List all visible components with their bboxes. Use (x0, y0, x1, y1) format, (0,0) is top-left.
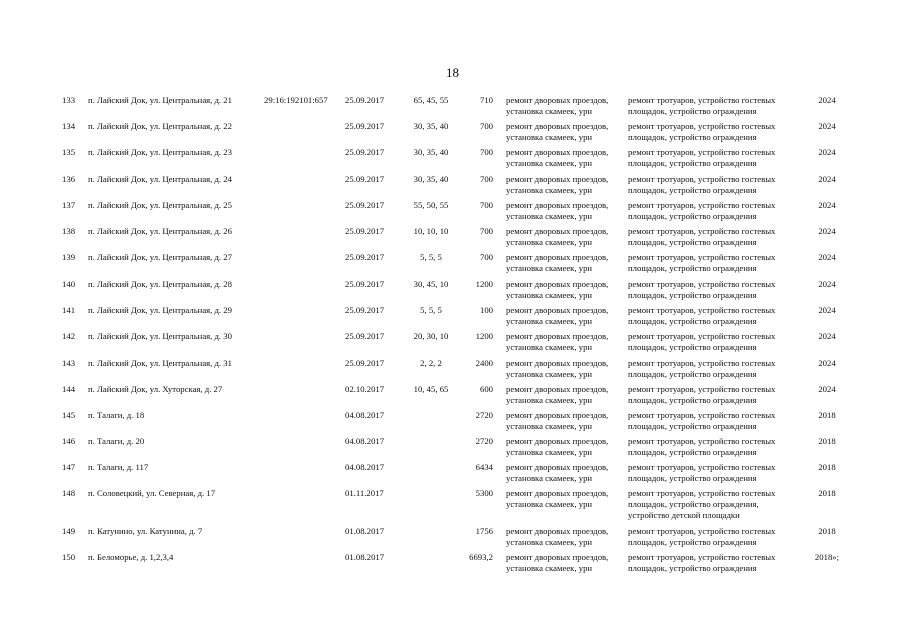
date: 25.09.2017 (345, 174, 385, 184)
walkway-works (628, 488, 803, 521)
date: 04.08.2017 (345, 462, 385, 472)
date: 25.09.2017 (345, 358, 385, 368)
area: 710 (479, 95, 493, 105)
dimensions: 30, 35, 40 (413, 174, 449, 184)
year: 2024 (818, 226, 836, 236)
area: 2720 (475, 410, 493, 420)
walkway-works-line: ремонт тротуаров, устройство гостевых (628, 526, 776, 536)
dimensions: 20, 30, 10 (413, 331, 449, 341)
walkway-works-line: площадок, устройство ограждения, (628, 499, 759, 509)
year: 2024 (818, 174, 836, 184)
date: 01.08.2017 (345, 552, 385, 562)
dimensions: 55, 50, 55 (413, 200, 449, 210)
yard-works (506, 488, 626, 510)
walkway-works-line: площадок, устройство ограждения (628, 290, 757, 300)
row-number: 138 (62, 226, 76, 236)
yard-works-line: ремонт дворовых проездов, (506, 436, 609, 446)
row-number: 133 (62, 95, 76, 105)
yard-works-line: ремонт дворовых проездов, (506, 384, 609, 394)
yard-works-line: ремонт дворовых проездов, (506, 226, 609, 236)
address: п. Катунино, ул. Катунина, д. 7 (88, 526, 203, 536)
year: 2024 (818, 121, 836, 131)
yard-works-line: ремонт дворовых проездов, (506, 410, 609, 420)
walkway-works-line: площадок, устройство ограждения (628, 158, 757, 168)
year: 2018 (818, 488, 836, 498)
yard-works (506, 200, 626, 222)
year: 2018 (818, 410, 836, 420)
walkway-works (628, 552, 803, 574)
yard-works-line: установка скамеек, урн (506, 447, 593, 457)
walkway-works-line: ремонт тротуаров, устройство гостевых (628, 358, 776, 368)
year: 2018 (818, 526, 836, 536)
address: п. Лайский Док, ул. Центральная, д. 27 (88, 252, 232, 262)
yard-works (506, 462, 626, 484)
date: 25.09.2017 (345, 121, 385, 131)
yard-works-line: установка скамеек, урн (506, 158, 593, 168)
year: 2018 (818, 462, 836, 472)
walkway-works (628, 95, 803, 117)
yard-works-line: ремонт дворовых проездов, (506, 358, 609, 368)
dimensions: 30, 45, 10 (413, 279, 449, 289)
address: п. Лайский Док, ул. Центральная, д. 30 (88, 331, 232, 341)
row-number: 143 (62, 358, 76, 368)
walkway-works-line: площадок, устройство ограждения (628, 563, 757, 573)
year: 2018»; (814, 552, 840, 562)
row-number: 150 (62, 552, 76, 562)
address: п. Лайский Док, ул. Центральная, д. 29 (88, 305, 232, 315)
yard-works-line: установка скамеек, урн (506, 290, 593, 300)
walkway-works-line: ремонт тротуаров, устройство гостевых (628, 252, 776, 262)
walkway-works (628, 305, 803, 327)
yard-works-line: ремонт дворовых проездов, (506, 462, 609, 472)
row-number: 137 (62, 200, 76, 210)
row-number: 136 (62, 174, 76, 184)
yard-works-line: установка скамеек, урн (506, 316, 593, 326)
area: 2720 (475, 436, 493, 446)
area: 6434 (475, 462, 493, 472)
walkway-works-line: площадок, устройство ограждения (628, 369, 757, 379)
row-number: 139 (62, 252, 76, 262)
yard-works (506, 147, 626, 169)
yard-works (506, 410, 626, 432)
row-number: 144 (62, 384, 76, 394)
walkway-works-line: площадок, устройство ограждения (628, 342, 757, 352)
walkway-works (628, 384, 803, 406)
walkway-works (628, 279, 803, 301)
walkway-works-line: площадок, устройство ограждения (628, 237, 757, 247)
row-number: 146 (62, 436, 76, 446)
yard-works-line: ремонт дворовых проездов, (506, 121, 609, 131)
row-number: 147 (62, 462, 76, 472)
date: 25.09.2017 (345, 252, 385, 262)
dimensions: 10, 45, 65 (413, 384, 449, 394)
walkway-works-line: площадок, устройство ограждения (628, 537, 757, 547)
row-number: 148 (62, 488, 76, 498)
yard-works-line: установка скамеек, урн (506, 395, 593, 405)
yard-works (506, 305, 626, 327)
walkway-works-line: площадок, устройство ограждения (628, 316, 757, 326)
yard-works-line: установка скамеек, урн (506, 185, 593, 195)
yard-works (506, 121, 626, 143)
yard-works-line: установка скамеек, урн (506, 263, 593, 273)
yard-works (506, 526, 626, 548)
walkway-works-line: площадок, устройство ограждения (628, 473, 757, 483)
area: 1200 (475, 331, 493, 341)
yard-works (506, 552, 626, 574)
walkway-works-line: ремонт тротуаров, устройство гостевых (628, 384, 776, 394)
area: 1756 (475, 526, 493, 536)
year: 2024 (818, 147, 836, 157)
address: п. Талаги, д. 117 (88, 462, 149, 472)
yard-works (506, 252, 626, 274)
area: 100 (479, 305, 493, 315)
yard-works-line: установка скамеек, урн (506, 537, 593, 547)
yard-works-line: ремонт дворовых проездов, (506, 252, 609, 262)
area: 600 (479, 384, 493, 394)
yard-works-line: установка скамеек, урн (506, 563, 593, 573)
row-number: 149 (62, 526, 76, 536)
walkway-works-line: ремонт тротуаров, устройство гостевых (628, 226, 776, 236)
walkway-works-line: ремонт тротуаров, устройство гостевых (628, 410, 776, 420)
walkway-works (628, 410, 803, 432)
yard-works (506, 95, 626, 117)
date: 25.09.2017 (345, 95, 385, 105)
dimensions: 30, 35, 40 (413, 121, 449, 131)
walkway-works-line: ремонт тротуаров, устройство гостевых (628, 488, 776, 498)
row-number: 134 (62, 121, 76, 131)
register-table (0, 95, 905, 640)
walkway-works-line: ремонт тротуаров, устройство гостевых (628, 552, 776, 562)
page-number: 18 (446, 65, 459, 80)
dimensions: 30, 35, 40 (413, 147, 449, 157)
walkway-works-line: площадок, устройство ограждения (628, 421, 757, 431)
area: 700 (479, 121, 493, 131)
yard-works (506, 279, 626, 301)
yard-works-line: ремонт дворовых проездов, (506, 488, 609, 498)
walkway-works (628, 358, 803, 380)
yard-works-line: ремонт дворовых проездов, (506, 147, 609, 157)
row-number: 142 (62, 331, 76, 341)
walkway-works-line: площадок, устройство ограждения (628, 263, 757, 273)
dimensions: 2, 2, 2 (420, 358, 442, 368)
walkway-works (628, 331, 803, 353)
walkway-works-line: ремонт тротуаров, устройство гостевых (628, 462, 776, 472)
address: п. Лайский Док, ул. Центральная, д. 22 (88, 121, 232, 131)
dimensions: 65, 45, 55 (413, 95, 449, 105)
date: 25.09.2017 (345, 200, 385, 210)
year: 2024 (818, 252, 836, 262)
area: 5300 (475, 488, 493, 498)
walkway-works-line: ремонт тротуаров, устройство гостевых (628, 279, 776, 289)
yard-works (506, 436, 626, 458)
walkway-works-line: ремонт тротуаров, устройство гостевых (628, 200, 776, 210)
year: 2024 (818, 95, 836, 105)
walkway-works-line: ремонт тротуаров, устройство гостевых (628, 305, 776, 315)
area: 700 (479, 226, 493, 236)
walkway-works-line: площадок, устройство ограждения (628, 106, 757, 116)
date: 02.10.2017 (345, 384, 385, 394)
area: 6693,2 (469, 552, 493, 562)
row-number: 145 (62, 410, 76, 420)
walkway-works-line: площадок, устройство ограждения (628, 185, 757, 195)
yard-works (506, 384, 626, 406)
walkway-works-line: ремонт тротуаров, устройство гостевых (628, 436, 776, 446)
yard-works (506, 226, 626, 248)
yard-works-line: установка скамеек, урн (506, 342, 593, 352)
walkway-works (628, 226, 803, 248)
yard-works-line: ремонт дворовых проездов, (506, 526, 609, 536)
walkway-works (628, 462, 803, 484)
yard-works-line: установка скамеек, урн (506, 499, 593, 509)
year: 2024 (818, 384, 836, 394)
walkway-works (628, 121, 803, 143)
year: 2018 (818, 436, 836, 446)
yard-works-line: ремонт дворовых проездов, (506, 95, 609, 105)
walkway-works-line: ремонт тротуаров, устройство гостевых (628, 95, 776, 105)
year: 2024 (818, 305, 836, 315)
walkway-works (628, 147, 803, 169)
address: п. Лайский Док, ул. Центральная, д. 26 (88, 226, 232, 236)
walkway-works (628, 436, 803, 458)
date: 04.08.2017 (345, 436, 385, 446)
year: 2024 (818, 358, 836, 368)
date: 01.08.2017 (345, 526, 385, 536)
walkway-works-line: ремонт тротуаров, устройство гостевых (628, 331, 776, 341)
year: 2024 (818, 200, 836, 210)
dimensions: 5, 5, 5 (420, 305, 442, 315)
walkway-works (628, 200, 803, 222)
address: п. Лайский Док, ул. Центральная, д. 25 (88, 200, 232, 210)
area: 700 (479, 252, 493, 262)
row-number: 140 (62, 279, 76, 289)
address: п. Соловецкий, ул. Северная, д. 17 (88, 488, 216, 498)
area: 700 (479, 174, 493, 184)
yard-works-line: установка скамеек, урн (506, 106, 593, 116)
address: п. Лайский Док, ул. Центральная, д. 31 (88, 358, 232, 368)
yard-works-line: установка скамеек, урн (506, 237, 593, 247)
walkway-works-line: площадок, устройство ограждения (628, 132, 757, 142)
yard-works (506, 358, 626, 380)
date: 25.09.2017 (345, 331, 385, 341)
yard-works-line: ремонт дворовых проездов, (506, 200, 609, 210)
yard-works-line: установка скамеек, урн (506, 421, 593, 431)
walkway-works (628, 174, 803, 196)
address: п. Лайский Док, ул. Хуторская, д. 27 (88, 384, 223, 394)
yard-works-line: ремонт дворовых проездов, (506, 174, 609, 184)
yard-works-line: ремонт дворовых проездов, (506, 331, 609, 341)
yard-works-line: установка скамеек, урн (506, 369, 593, 379)
area: 700 (479, 147, 493, 157)
dimensions: 10, 10, 10 (413, 226, 449, 236)
date: 25.09.2017 (345, 279, 385, 289)
date: 25.09.2017 (345, 305, 385, 315)
year: 2024 (818, 279, 836, 289)
cadastral-number: 29:16:192101:657 (264, 95, 328, 105)
address: п. Талаги, д. 18 (88, 410, 145, 420)
walkway-works-line: площадок, устройство ограждения (628, 395, 757, 405)
date: 01.11.2017 (345, 488, 384, 498)
area: 1200 (475, 279, 493, 289)
walkway-works (628, 252, 803, 274)
date: 25.09.2017 (345, 226, 385, 236)
address: п. Лайский Док, ул. Центральная, д. 24 (88, 174, 232, 184)
yard-works-line: установка скамеек, урн (506, 211, 593, 221)
date: 04.08.2017 (345, 410, 385, 420)
yard-works (506, 331, 626, 353)
row-number: 141 (62, 305, 76, 315)
walkway-works-line: площадок, устройство ограждения (628, 447, 757, 457)
walkway-works (628, 526, 803, 548)
date: 25.09.2017 (345, 147, 385, 157)
address: п. Лайский Док, ул. Центральная, д. 28 (88, 279, 232, 289)
yard-works-line: ремонт дворовых проездов, (506, 305, 609, 315)
address: п. Беломорье, д. 1,2,3,4 (88, 552, 174, 562)
walkway-works-line: ремонт тротуаров, устройство гостевых (628, 147, 776, 157)
yard-works-line: ремонт дворовых проездов, (506, 552, 609, 562)
walkway-works-line: устройство детской площадки (628, 510, 740, 520)
address: п. Лайский Док, ул. Центральная, д. 23 (88, 147, 232, 157)
yard-works (506, 174, 626, 196)
yard-works-line: установка скамеек, урн (506, 473, 593, 483)
area: 700 (479, 200, 493, 210)
year: 2024 (818, 331, 836, 341)
row-number: 135 (62, 147, 76, 157)
walkway-works-line: площадок, устройство ограждения (628, 211, 757, 221)
address: п. Лайский Док, ул. Центральная, д. 21 (88, 95, 232, 105)
yard-works-line: установка скамеек, урн (506, 132, 593, 142)
walkway-works-line: ремонт тротуаров, устройство гостевых (628, 121, 776, 131)
walkway-works-line: ремонт тротуаров, устройство гостевых (628, 174, 776, 184)
address: п. Талаги, д. 20 (88, 436, 145, 446)
area: 2400 (475, 358, 493, 368)
dimensions: 5, 5, 5 (420, 252, 442, 262)
yard-works-line: ремонт дворовых проездов, (506, 279, 609, 289)
